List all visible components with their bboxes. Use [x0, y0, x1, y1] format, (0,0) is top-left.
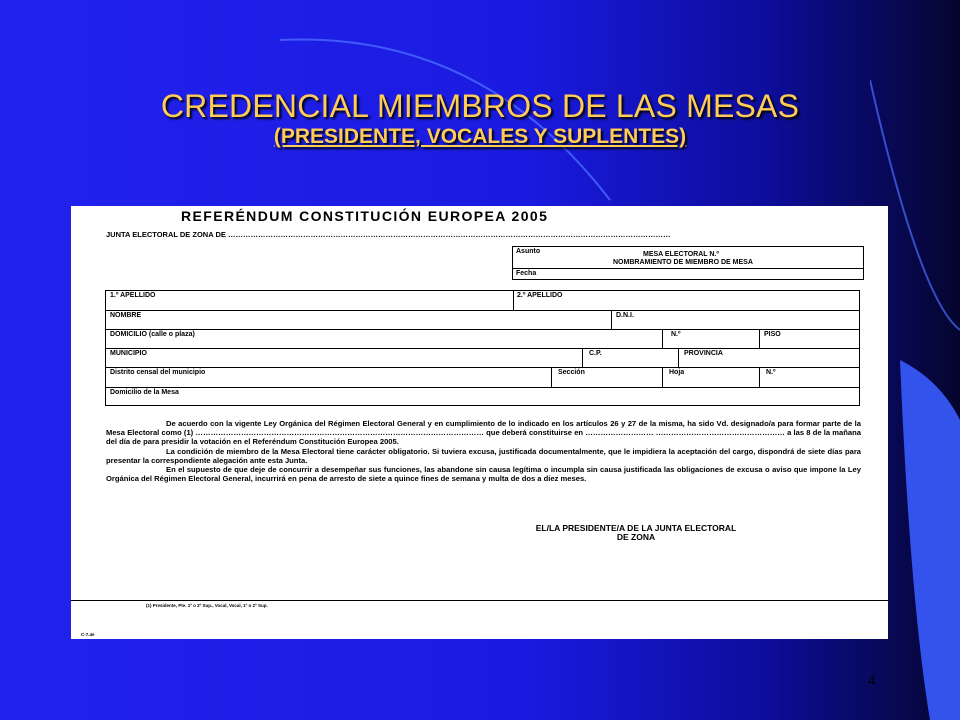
- municipio-label: MUNICIPIO: [110, 350, 147, 357]
- asunto-nombramiento: NOMBRAMIENTO DE MIEMBRO DE MESA: [613, 259, 753, 266]
- slide-title: [0, 88, 960, 150]
- page-number: 4: [868, 673, 876, 689]
- apellido1-label: 1.º APELLIDO: [110, 292, 156, 299]
- hoja-label: Hoja: [669, 369, 685, 376]
- document-heading: REFERÉNDUM CONSTITUCIÓN EUROPEA 2005: [181, 208, 549, 224]
- junta-electoral-line: JUNTA ELECTORAL DE ZONA DE ……………………………………………………………………………………………………………………………………………………………: [106, 230, 671, 239]
- asunto-label: Asunto: [516, 248, 541, 255]
- paragraph-obligation: La condición de miembro de la Mesa Electoral tiene carácter obligatorio. Si tuviera excusa, justificada documentalmente, que le impidiera la aceptación del cargo, dispondrá de siete días para presentar la correspondiente alegación ante esta Junta.: [106, 446, 861, 465]
- seccion-label: Sección: [558, 369, 585, 376]
- piso-label: PISO: [764, 331, 781, 338]
- credential-document: [71, 206, 888, 639]
- signature-line1: EL/LA PRESIDENTE/A DE LA JUNTA ELECTORAL: [535, 523, 737, 533]
- paragraph-designation: De acuerdo con la vigente Ley Orgánica del Régimen Electoral General y en cumplimiento de lo indicado en los artículos 26 y 27 de la misma, ha sido Vd. designado/a para formar parte de la Mesa Electoral como (1) …………………………………………………………………………………………………… que deberá constituirse en ……………………… …………………………………………… a las 8 de la mañana del día de para presidir la votación en el Referéndum Constitución Europea 2005.: [106, 419, 861, 447]
- dni-label: D.N.I.: [616, 312, 634, 319]
- distrito-label: Distrito censal del municipio: [110, 369, 206, 376]
- paragraph-penalty: En el supuesto de que deje de concurrir a desempeñar sus funciones, las abandone sin causa legítima o incumpla sin causa justificada las obligaciones de excusa o aviso que impone la Ley Orgánica del Régimen Electoral General, incurrirá en pena de arresto de siete a quince fines de semana y multa de dos a diez meses.: [106, 465, 861, 484]
- title-line1: CREDENCIAL MIEMBROS DE LAS MESAS: [160, 88, 800, 124]
- fecha-label: Fecha: [516, 270, 537, 277]
- document-body: [106, 419, 861, 483]
- footnote-divider: [71, 600, 888, 601]
- signature-line2: DE ZONA: [616, 532, 656, 542]
- numero-label: N.º: [671, 331, 681, 338]
- form-code: C-7.4e: [81, 632, 95, 637]
- provincia-label: PROVINCIA: [684, 350, 723, 357]
- personal-data-grid: [105, 290, 860, 406]
- domicilio-mesa-label: Domicilio de la Mesa: [110, 389, 179, 396]
- asunto-mesa-electoral: MESA ELECTORAL N.º: [643, 251, 719, 258]
- title-line2: (PRESIDENTE, VOCALES Y SUPLENTES): [273, 125, 687, 148]
- apellido2-label: 2.º APELLIDO: [517, 292, 563, 299]
- footnote: (1) Presidente, Pte. 1º o 2º Sup., Vocal, Vocal, 1º o 2º Sup.: [146, 603, 268, 608]
- cp-label: C.P.: [589, 350, 602, 357]
- nombre-label: NOMBRE: [110, 312, 142, 319]
- asunto-box: [512, 246, 864, 280]
- domicilio-label: DOMICILIO (calle o plaza): [110, 331, 195, 338]
- signature-block: [466, 524, 806, 542]
- numero-mesa-label: N.º: [766, 369, 776, 376]
